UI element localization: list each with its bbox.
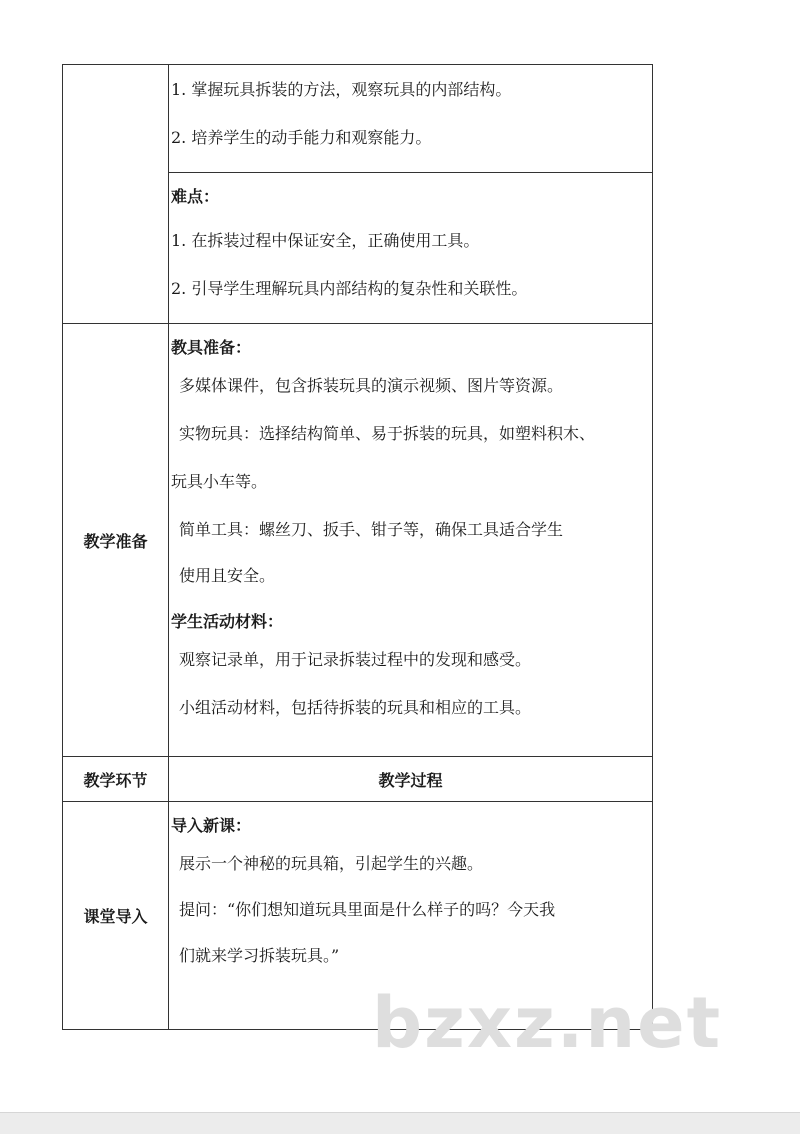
teaching-tool-item: 玩具小车等。: [171, 472, 268, 491]
empty-label-cell: [63, 65, 169, 324]
student-material-item: 观察记录单，用于记录拆装过程中的发现和感受。: [179, 650, 532, 669]
teaching-tool-item: 实物玩具：选择结构简单、易于拆装的玩具，如塑料积木、: [179, 424, 596, 443]
student-materials-heading: 学生活动材料：: [171, 612, 284, 631]
teaching-tool-item: 简单工具：螺丝刀、扳手、钳子等，确保工具适合学生: [179, 520, 564, 539]
teaching-tool-item: 使用且安全。: [179, 566, 276, 585]
difficulty-item: 1. 在拆装过程中保证安全，正确使用工具。: [171, 231, 480, 250]
key-points-cell: [169, 65, 653, 173]
difficulty-item: 2. 引导学生理解玩具内部结构的复杂性和关联性。: [171, 279, 528, 298]
lesson-plan-table: [62, 64, 653, 1030]
page-bottom-edge: [0, 1112, 800, 1134]
intro-item: 展示一个神秘的玩具箱，引起学生的兴趣。: [179, 854, 484, 873]
preparation-cell: [169, 324, 653, 757]
key-point-item: 2. 培养学生的动手能力和观察能力。: [171, 128, 432, 147]
key-point-item: 1. 掌握玩具拆装的方法，观察玩具的内部结构。: [171, 80, 512, 99]
stage-header: 教学环节: [63, 757, 169, 802]
intro-heading: 导入新课：: [171, 816, 252, 835]
intro-label: 课堂导入: [63, 802, 169, 1030]
section-header-row: [63, 757, 653, 802]
difficulties-cell: [169, 173, 653, 324]
intro-item: 们就来学习拆装玩具。”: [179, 946, 340, 965]
key-points-row: [63, 65, 653, 173]
student-material-item: 小组活动材料，包括待拆装的玩具和相应的工具。: [179, 698, 532, 717]
teaching-tools-heading: 教具准备：: [171, 338, 252, 357]
difficulties-heading: 难点：: [171, 187, 220, 206]
intro-item: 提问：“你们想知道玩具里面是什么样子的吗？今天我: [179, 900, 556, 919]
preparation-row: [63, 324, 653, 757]
teaching-tool-item: 多媒体课件，包含拆装玩具的演示视频、图片等资源。: [179, 376, 564, 395]
watermark-text: bzxz.net: [372, 982, 723, 1064]
preparation-label: 教学准备: [63, 324, 169, 757]
process-header: 教学过程: [169, 757, 653, 802]
